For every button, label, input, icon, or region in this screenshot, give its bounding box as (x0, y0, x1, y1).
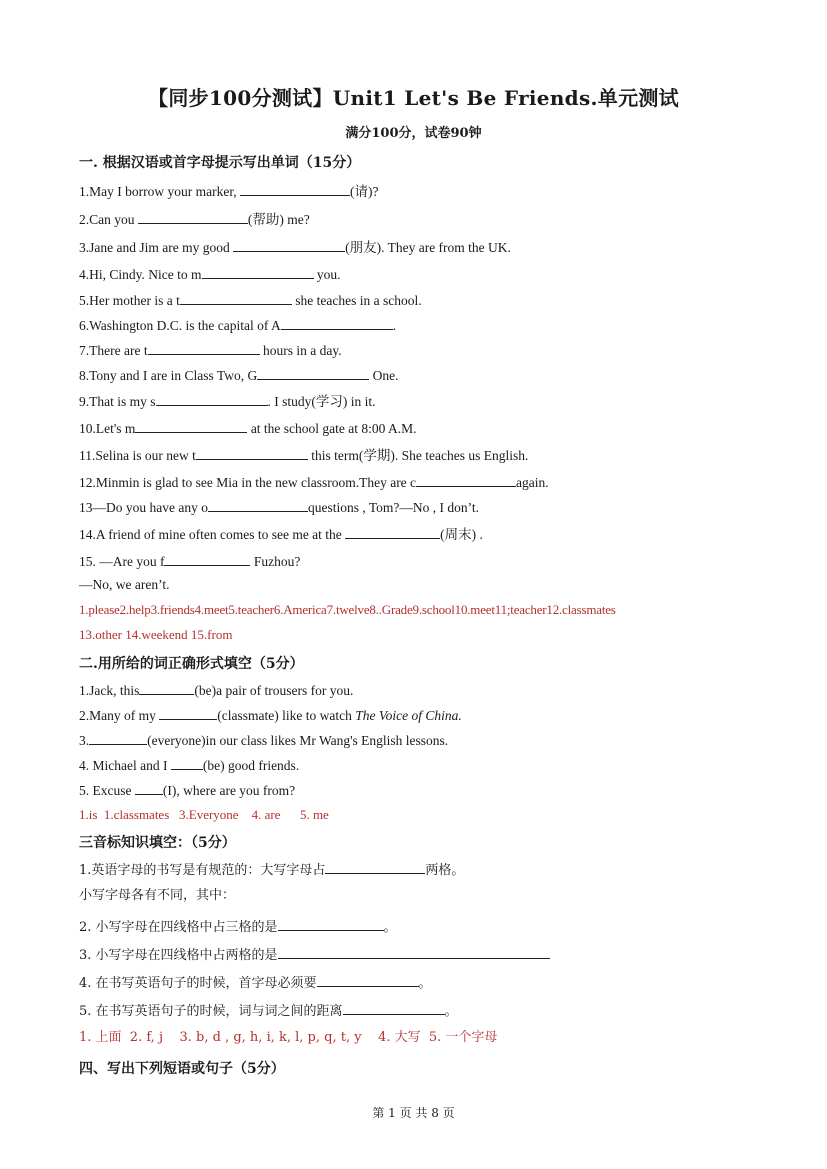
s1-question-13: 13—Do you have any o questions , Tom?—No , I don’t. (79, 500, 480, 515)
s1-question-8: 8.Tony and I are in Class Two, G One. (79, 368, 399, 383)
answer-blank[interactable] (325, 860, 425, 874)
s3-question-2: 2. 小写字母在四线格中占三格的是 。 (79, 917, 397, 936)
s3-question-3: 3. 小写字母在四线格中占两格的是 (79, 945, 550, 964)
s1-question-11: 11.Selina is our new t this term(学期). She teaches us English. (79, 448, 529, 463)
s1-question-15-reply: —No, we aren’t. (79, 577, 170, 592)
answer-blank[interactable] (135, 781, 163, 795)
answer-blank[interactable] (156, 392, 268, 406)
answer-blank[interactable] (208, 498, 308, 512)
answer-blank[interactable] (317, 973, 419, 987)
answer-blank[interactable] (159, 706, 217, 720)
answer-blank[interactable] (171, 756, 203, 770)
s1-answers-line2: 13.other 14.weekend 15.from (79, 627, 233, 642)
s3-answers: 1. 上面 2. f, j 3. b, d , g, h, i, k, l, p, q, t, y 4. 大写 5. 一个字母 (79, 1030, 498, 1045)
answer-blank[interactable] (278, 945, 550, 959)
s1-question-9: 9.That is my s . I study(学习) in it. (79, 394, 376, 409)
s3-question-1-note: 小写字母各有不同，其中： (79, 888, 236, 903)
s1-question-2: 2.Can you (帮助) me? (79, 212, 310, 227)
s1-question-14: 14.A friend of mine often comes to see me at the (周末) . (79, 527, 483, 542)
answer-blank[interactable] (89, 731, 147, 745)
page-subtitle: 满分100分，试卷90钟 (345, 126, 482, 141)
s1-question-15: 15. —Are you f Fuzhou? (79, 554, 301, 569)
section3-heading: 三音标知识填空：（5分） (79, 835, 236, 851)
answer-blank[interactable] (196, 446, 308, 460)
s1-question-1: 1.May I borrow your marker, (请)? (79, 184, 379, 199)
answer-blank[interactable] (138, 210, 248, 224)
answer-blank[interactable] (343, 1001, 445, 1015)
section2-heading: 二.用所给的词正确形式填空（5分） (79, 656, 304, 672)
answer-blank[interactable] (180, 291, 292, 305)
s2-question-5: 5. Excuse (I), where are you from? (79, 783, 296, 798)
s2-question-4: 4. Michael and I (be) good friends. (79, 758, 300, 773)
answer-blank[interactable] (257, 366, 369, 380)
page-footer: 第 1 页 共 8 页 (372, 1106, 455, 1120)
s2-question-2: 2.Many of my (classmate) like to watch The Voice of China. (79, 708, 462, 723)
s3-question-1: 1.英语字母的书写是有规范的：大写字母占 两格。 (79, 860, 464, 879)
s2-question-1: 1.Jack, this (be)a pair of trousers for you. (79, 683, 354, 698)
answer-blank[interactable] (240, 182, 350, 196)
s1-question-7: 7.There are t hours in a day. (79, 343, 342, 358)
s1-question-4: 4.Hi, Cindy. Nice to m you. (79, 267, 341, 282)
s1-question-12: 12.Minmin is glad to see Mia in the new classroom.They are c again. (79, 475, 549, 490)
section1-heading: 一. 根据汉语或首字母提示写出单词（15分） (79, 155, 361, 171)
answer-blank[interactable] (416, 473, 516, 487)
answer-blank[interactable] (233, 238, 345, 252)
s1-question-10: 10.Let's m at the school gate at 8:00 A.M. (79, 421, 417, 436)
s1-answers-line1: 1.please2.help3.friends4.meet5.teacher6.America7.twelve8..Grade9.school10.meet11;teacher12.classmates (79, 602, 616, 617)
answer-blank[interactable] (345, 525, 440, 539)
answer-blank[interactable] (148, 341, 260, 355)
s2-answers: 1.is 1.classmates 3.Everyone 4. are 5. me (79, 807, 329, 822)
answer-blank[interactable] (281, 316, 393, 330)
s2-question-3: 3. (everyone)in our class likes Mr Wang's English lessons. (79, 733, 449, 748)
answer-blank[interactable] (278, 917, 384, 931)
s3-question-4: 4. 在书写英语句子的时候，首字母必须要 。 (79, 973, 432, 992)
answer-blank[interactable] (139, 681, 194, 695)
answer-blank[interactable] (164, 552, 250, 566)
s1-question-5: 5.Her mother is a t she teaches in a school. (79, 293, 422, 308)
s1-question-6: 6.Washington D.C. is the capital of A . (79, 318, 397, 333)
answer-blank[interactable] (202, 265, 314, 279)
s3-question-5: 5. 在书写英语句子的时候，词与词之间的距离 。 (79, 1001, 458, 1020)
section4-heading: 四、写出下列短语或句子（5分） (79, 1061, 285, 1077)
s1-question-3: 3.Jane and Jim are my good (朋友). They are from the UK. (79, 240, 511, 255)
answer-blank[interactable] (135, 419, 247, 433)
page-title: 【同步100分测试】Unit1 Let's Be Friends.单元测试 (148, 86, 679, 110)
